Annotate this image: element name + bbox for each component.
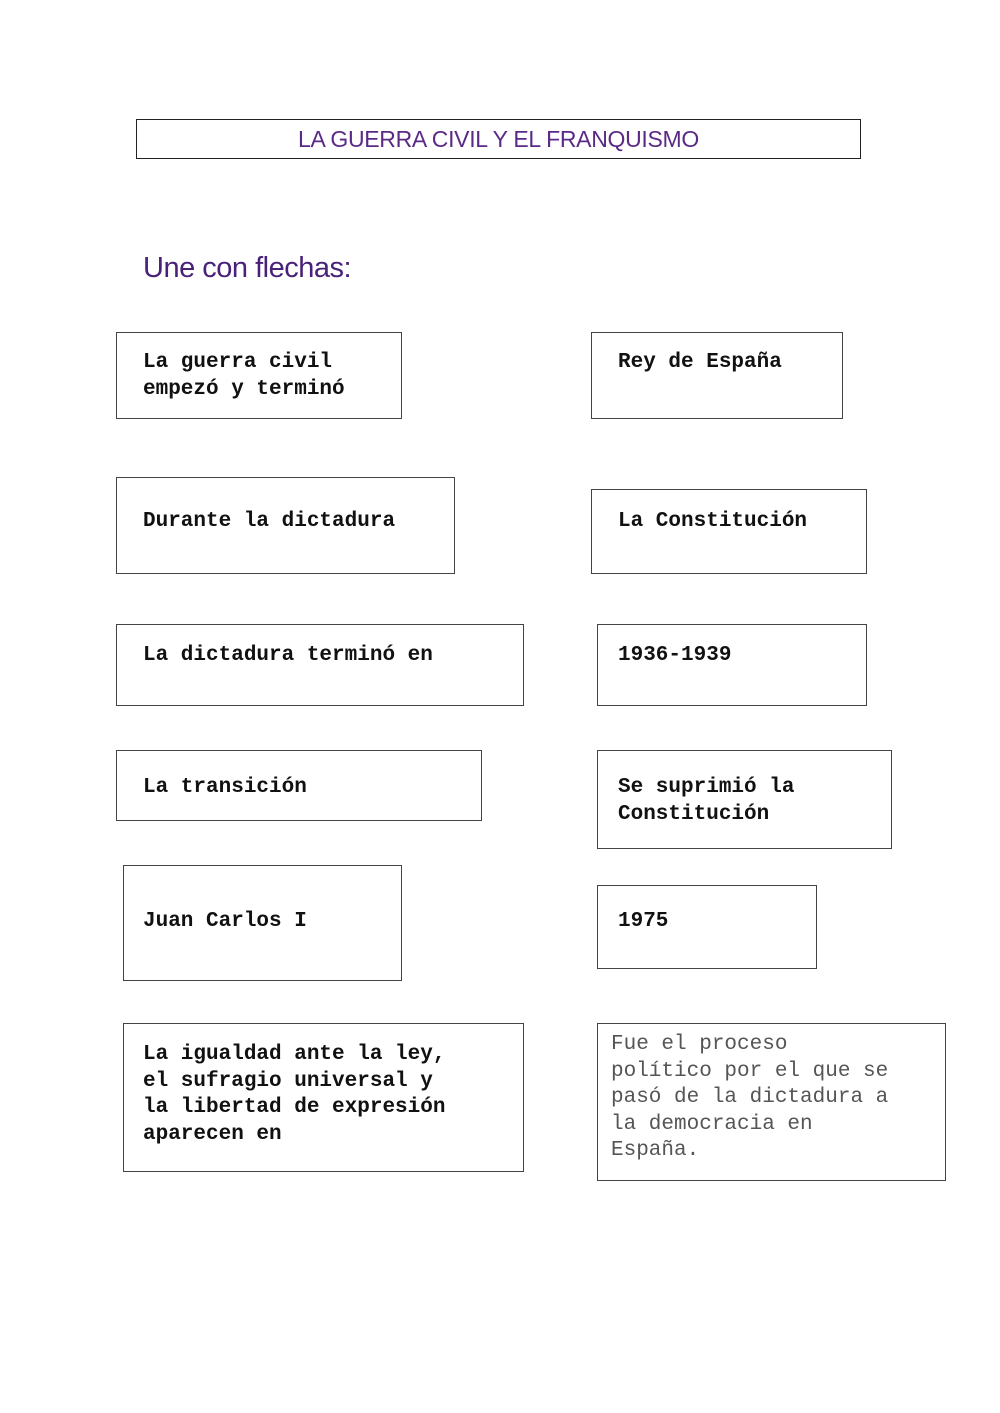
right-card-3[interactable] [597, 624, 867, 706]
right-card-6[interactable] [597, 1023, 946, 1181]
left-card-4[interactable] [116, 750, 482, 821]
right-card-4-text: Se suprimió la Constitución [618, 776, 795, 826]
left-card-5[interactable] [123, 865, 402, 981]
right-card-5-text: 1975 [618, 910, 669, 933]
instruction-heading: Une con flechas: [143, 252, 352, 284]
right-card-3-text: 1936-1939 [618, 644, 732, 667]
right-card-1[interactable] [591, 332, 843, 419]
left-card-2-text: Durante la dictadura [143, 510, 396, 533]
page-title: LA GUERRA CIVIL Y EL FRANQUISMO [298, 125, 699, 152]
right-card-1-text: Rey de España [618, 351, 782, 374]
right-card-5[interactable] [597, 885, 817, 969]
right-card-6-text: Fue el proceso político por el que se pasó de la dictadura a la democracia en España. [611, 1033, 889, 1162]
left-card-1[interactable] [116, 332, 402, 419]
left-card-3-text: La dictadura terminó en [143, 644, 433, 667]
right-card-2-text: La Constitución [618, 510, 808, 533]
left-card-6-text: La igualdad ante la ley, el sufragio universal y la libertad de expresión aparecen en [143, 1043, 446, 1146]
right-card-2[interactable] [591, 489, 867, 574]
title-box [136, 119, 861, 159]
left-card-4-text: La transición [143, 776, 307, 799]
left-card-5-text: Juan Carlos I [143, 910, 307, 933]
left-card-3[interactable] [116, 624, 524, 706]
left-card-1-text: La guerra civil empezó y terminó [143, 351, 345, 401]
left-card-6[interactable] [123, 1023, 524, 1172]
right-card-4[interactable] [597, 750, 892, 849]
left-card-2[interactable] [116, 477, 455, 574]
